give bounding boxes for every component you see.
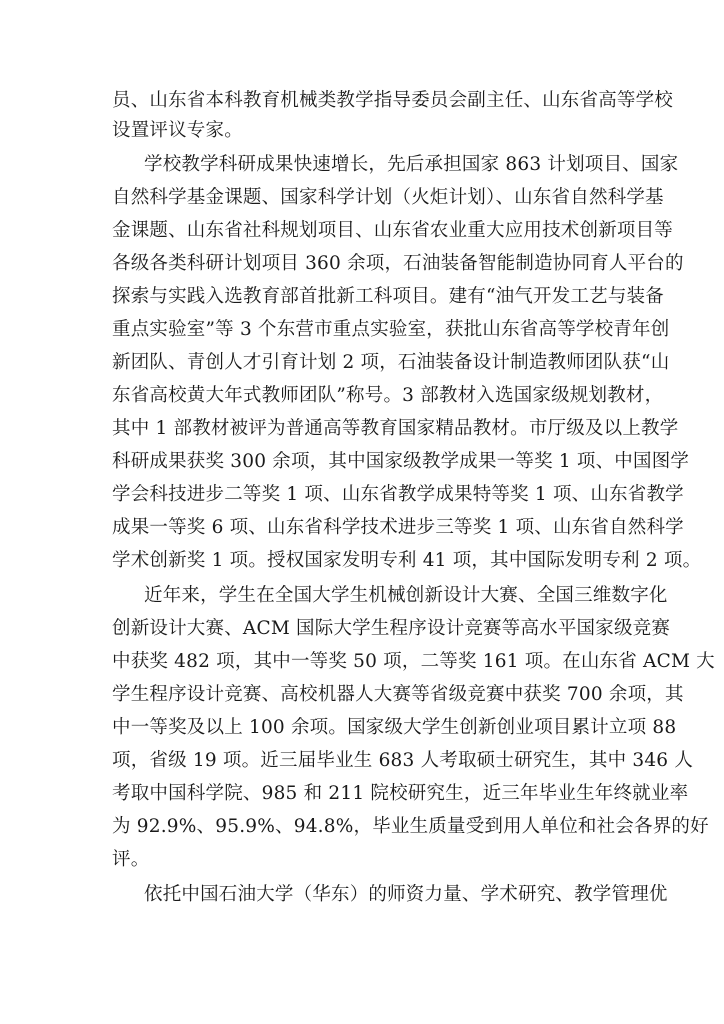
text-line: 成果一等奖 6 项、山东省科学技术进步三等奖 1 项、山东省自然科学: [112, 517, 684, 538]
text-line: 东省高校黄大年式教师团队”称号。3 部教材入选国家级规划教材，: [112, 385, 664, 406]
text-line: 探索与实践入选教育部首批新工科项目。建有“油气开发工艺与装备: [112, 286, 664, 307]
text-line: 自然科学基金课题、国家科学计划（火炬计划）、山东省自然科学基: [112, 187, 664, 208]
text-line: 中一等奖及以上 100 余项。国家级大学生创新创业项目累计立项 88: [112, 717, 677, 738]
text-line: 评。: [112, 849, 150, 870]
text-line: 创新设计大赛、ACM 国际大学生程序设计竞赛等高水平国家级竞赛: [112, 618, 671, 639]
text-line: 各级各类科研计划项目 360 余项，石油装备智能制造协同育人平台的: [112, 253, 684, 274]
text-line: 员、山东省本科教育机械类教学指导委员会副主任、山东省高等学校: [112, 90, 674, 111]
text-line: 依托中国石油大学（华东）的师资力量、学术研究、教学管理优: [144, 884, 668, 905]
text-line: 设置评议专家。: [112, 120, 243, 141]
text-line: 中获奖 482 项，其中一等奖 50 项，二等奖 161 项。在山东省 ACM 大: [112, 651, 715, 672]
text-line: 金课题、山东省社科规划项目、山东省农业重大应用技术创新项目等: [112, 220, 674, 241]
text-line: 近年来，学生在全国大学生机械创新设计大赛、全国三维数字化: [144, 585, 668, 606]
text-line: 学校教学科研成果快速增长，先后承担国家 863 计划项目、国家: [144, 154, 679, 175]
text-line: 学生程序设计竞赛、高校机器人大赛等省级竞赛中获奖 700 余项，其: [112, 684, 684, 705]
text-line: 其中 1 部教材被评为普通高等教育国家精品教材。市厅级及以上教学: [112, 418, 679, 439]
text-line: 考取中国科学院、985 和 211 院校研究生，近三年毕业生年终就业率: [112, 783, 689, 804]
text-line: 重点实验室”等 3 个东营市重点实验室，获批山东省高等学校青年创: [112, 319, 670, 340]
text-line: 学术创新奖 1 项。授权国家发明专利 41 项，其中国际发明专利 2 项。: [112, 550, 702, 571]
text-line: 科研成果获奖 300 余项，其中国家级教学成果一等奖 1 项、中国图学: [112, 451, 690, 472]
text-line: 新团队、青创人才引育计划 2 项，石油装备设计制造教师团队获“山: [112, 352, 670, 373]
text-line: 为 92.9%、95.9%、94.8%，毕业生质量受到用人单位和社会各界的好: [112, 816, 709, 837]
text-line: 学会科技进步二等奖 1 项、山东省教学成果特等奖 1 项、山东省教学: [112, 484, 684, 505]
text-line: 项，省级 19 项。近三届毕业生 683 人考取硕士研究生，其中 346 人: [112, 750, 694, 771]
